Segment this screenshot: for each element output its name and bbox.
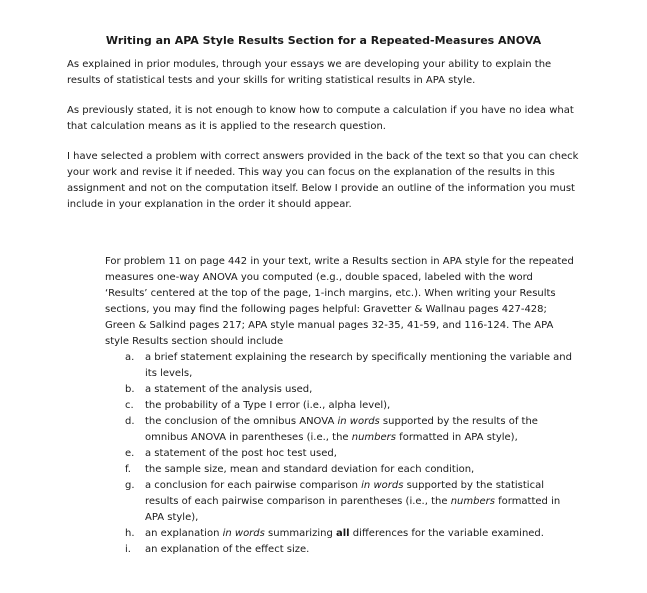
strong-text: all: [335, 528, 350, 539]
list-item: [105, 382, 575, 398]
intro-paragraph: As explained in prior modules, through your essays we are developing your ability to explain the results of statistical tests and your skills for writing statistical results in APA style.: [67, 59, 552, 86]
list-item-text: a brief statement explaining the research by specifically mentioning the variable and its levels,: [145, 352, 572, 379]
list-item-text-start: the conclusion of the omnibus ANOVA: [145, 416, 338, 427]
list-item-text-middle: supported by the statistical results of each pairwise comparison in parentheses (i.e., the: [145, 480, 544, 507]
list-marker: g.: [125, 480, 135, 491]
list-item-text-start: an explanation: [145, 528, 223, 539]
list-item: [105, 446, 575, 462]
list-item: [105, 398, 575, 414]
list-item: [105, 478, 575, 526]
list-item-text-middle: summarizing: [264, 528, 336, 539]
emphasis-text: in words: [222, 528, 265, 539]
emphasis-text: in words: [361, 480, 404, 491]
list-marker: h.: [125, 528, 135, 539]
list-item-text-start: a conclusion for each pairwise comparison: [145, 480, 362, 491]
list-item-text: a statement of the post hoc test used,: [145, 448, 337, 459]
list-item-text: the sample size, mean and standard deviation for each condition,: [145, 464, 475, 475]
list-marker: c.: [125, 400, 134, 411]
context-paragraph: As previously stated, it is not enough to know how to compute a calculation if you have no idea what that calculation means as it is applied to the research question.: [67, 105, 574, 132]
list-item-text-middle: supported by the results of the omnibus ANOVA in parentheses (i.e., the: [145, 416, 538, 443]
list-marker: i.: [125, 544, 131, 555]
list-item: [105, 542, 575, 558]
problem-paragraph: I have selected a problem with correct answers provided in the back of the text so that you can check your work and revise it if needed. This way you can focus on the explanation of the results in this assignment and not on the computation itself. Below I provide an outline of the information you must include in your explanation in the order it should appear.: [67, 151, 579, 210]
emphasis-text: numbers: [351, 432, 396, 443]
list-item: [105, 350, 575, 382]
list-item: [105, 414, 575, 446]
requirements-list: [105, 350, 575, 558]
list-item-text: an explanation of the effect size.: [145, 544, 310, 555]
list-marker: a.: [125, 352, 135, 363]
assignment-instructions: [105, 254, 575, 558]
list-item: [105, 526, 575, 542]
list-marker: f.: [125, 464, 131, 475]
list-item-text-end: formatted in APA style),: [396, 432, 518, 443]
list-item-text-end: formatted in APA style),: [145, 496, 561, 523]
list-item-text-end: differences for the variable examined.: [349, 528, 544, 539]
list-marker: d.: [125, 416, 135, 427]
instructions-text: For problem 11 on page 442 in your text, write a Results section in APA style for the repeated measures one-way ANOVA you computed (e.g., double spaced, labeled with the word ‘Results’ centered at the top of the page, 1-inch margins, etc.). When writing your Results sections, you may find the following pages helpful: Gravetter & Wallnau pages 427-428; Green & Salkind pages 217; APA style manual pages 32-35, 41-59, and 116-124. The APA style Results section should include: [105, 256, 574, 347]
list-item: [105, 462, 575, 478]
list-marker: b.: [125, 384, 135, 395]
list-item-text: a statement of the analysis used,: [145, 384, 313, 395]
document-title: Writing an APA Style Results Section for a Repeated-Measures ANOVA: [105, 34, 542, 47]
list-item-text: the probability of a Type I error (i.e., alpha level),: [145, 400, 391, 411]
list-marker: e.: [125, 448, 135, 459]
emphasis-text: in words: [337, 416, 380, 427]
emphasis-text: numbers: [450, 496, 495, 507]
